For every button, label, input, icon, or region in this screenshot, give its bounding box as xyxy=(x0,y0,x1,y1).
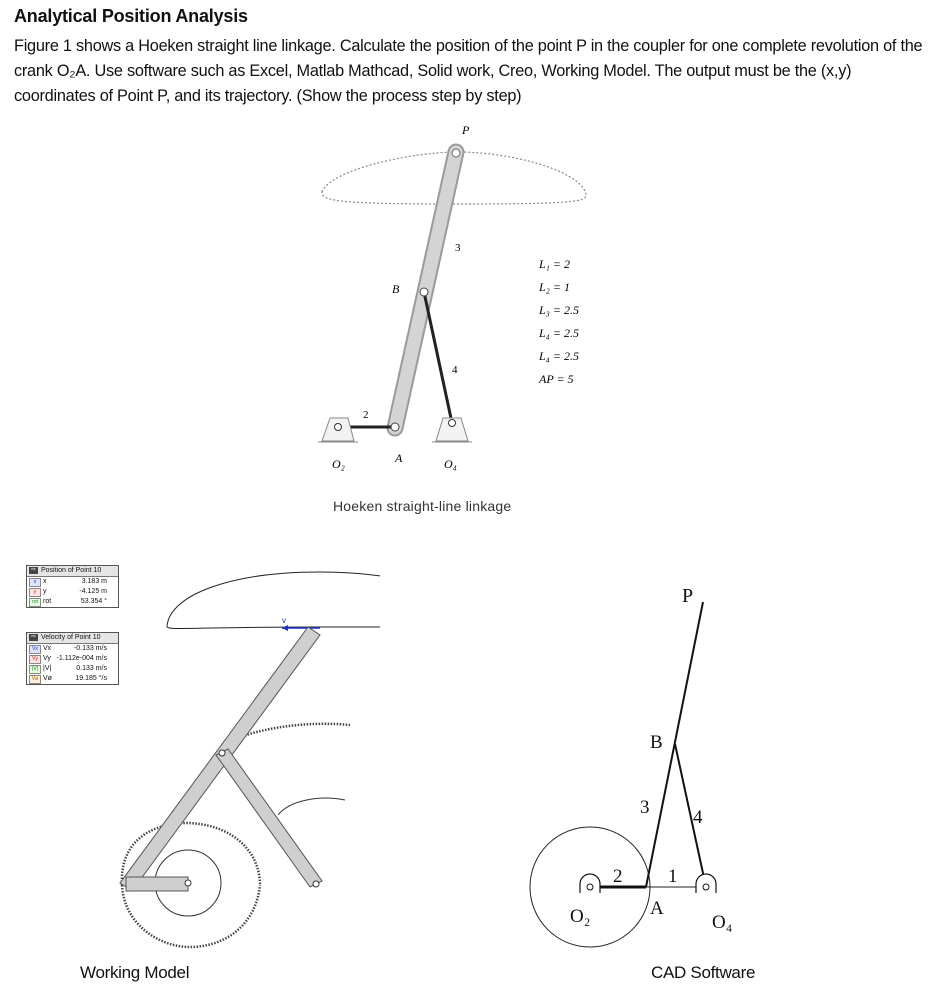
cad-label-3: 3 xyxy=(640,797,650,818)
velocity-panel: ⇨ Velocity of Point 10 Vx Vx -0.133 m/s Vy Vy -1.112e-004 m/s |V| |V| 0.133 m/s Vø Vø 19.185 °/s xyxy=(26,632,119,685)
label-link-2: 2 xyxy=(363,409,369,421)
panel-row: Vx Vx -0.133 m/s xyxy=(27,644,118,654)
panel-row: |V| |V| 0.133 m/s xyxy=(27,664,118,674)
figure1-caption: Hoeken straight-line linkage xyxy=(333,498,512,514)
y-swatch-icon: y xyxy=(29,588,41,597)
cad-linkage-diagram xyxy=(520,570,780,960)
working-model-simulation xyxy=(20,555,380,955)
position-panel-title: Position of Point 10 xyxy=(41,567,102,574)
cad-caption: CAD Software xyxy=(651,963,756,982)
param-L4-2: L₄ = 2.5 xyxy=(539,349,579,363)
param-L3: L₃ = 2.5 xyxy=(539,303,579,317)
vy-swatch-icon: Vy xyxy=(29,655,41,664)
panel-row: Vy Vy -1.112e-004 m/s xyxy=(27,654,118,664)
param-L2: L₂ = 1 xyxy=(539,280,570,294)
wm-link-4-bar xyxy=(216,749,322,887)
param-L4: L₄ = 2.5 xyxy=(539,326,579,340)
label-link-4: 4 xyxy=(452,364,458,376)
panel-row: x x 3.183 m xyxy=(27,577,118,587)
v-mag-swatch-icon: |V| xyxy=(29,665,41,674)
cad-pivot-O4 xyxy=(696,874,716,893)
ground-O4 xyxy=(432,418,472,442)
position-panel: ⇨ Position of Point 10 x x 3.183 m y y -4.125 m rot rot 53.354 ° xyxy=(26,565,119,608)
label-O4: O₄ xyxy=(444,457,457,471)
cad-label-A: A xyxy=(650,898,664,919)
cad-label-1: 1 xyxy=(668,866,678,887)
label-P: P xyxy=(462,123,470,137)
page-title: Analytical Position Analysis xyxy=(14,6,248,26)
working-model-caption: Working Model xyxy=(80,963,190,982)
hoeken-linkage-figure xyxy=(300,118,620,478)
wm-crank xyxy=(126,877,188,891)
wm-coupler-curve xyxy=(167,572,380,629)
panel-row: y y -4.125 m xyxy=(27,587,118,597)
param-L1: L₁ = 2 xyxy=(539,257,570,271)
label-B: B xyxy=(392,282,400,296)
label-link-3: 3 xyxy=(455,242,461,254)
cad-label-P: P xyxy=(682,585,694,607)
cad-pivot-O2 xyxy=(580,874,600,893)
joint-B xyxy=(420,288,428,296)
cad-label-O2: O₂ xyxy=(570,906,591,927)
cad-label-4: 4 xyxy=(693,807,703,828)
ground-O2 xyxy=(318,418,358,442)
link-4 xyxy=(424,292,452,423)
label-A: A xyxy=(395,451,403,465)
problem-statement: Figure 1 shows a Hoeken straight line linkage. Calculate the position of the point P in the coupler for one complete revolution of the crank O₂A. Use software such as Excel, Matlab Mathcad, Solid work, Creo, Working Model. The output must be the (x,y) coordinates of Point P, and its trajectory. (Show the process step by step) xyxy=(14,37,923,105)
panel-row: Vø Vø 19.185 °/s xyxy=(27,674,118,684)
velocity-vector-label: v xyxy=(282,616,286,625)
joint-A xyxy=(391,423,399,431)
cad-label-B: B xyxy=(650,732,663,753)
x-swatch-icon: x xyxy=(29,578,41,587)
param-AP: AP = 5 xyxy=(539,372,574,386)
rot-swatch-icon: rot xyxy=(29,598,41,607)
joint-P xyxy=(452,149,460,157)
panel-row: rot rot 53.354 ° xyxy=(27,597,118,607)
label-O2: O₂ xyxy=(332,457,345,471)
cad-label-O4: O₄ xyxy=(712,912,733,933)
velocity-panel-title: Velocity of Point 10 xyxy=(41,634,101,641)
vx-swatch-icon: Vx xyxy=(29,645,41,654)
cad-label-2: 2 xyxy=(613,866,623,887)
v-angle-swatch-icon: Vø xyxy=(29,675,41,684)
